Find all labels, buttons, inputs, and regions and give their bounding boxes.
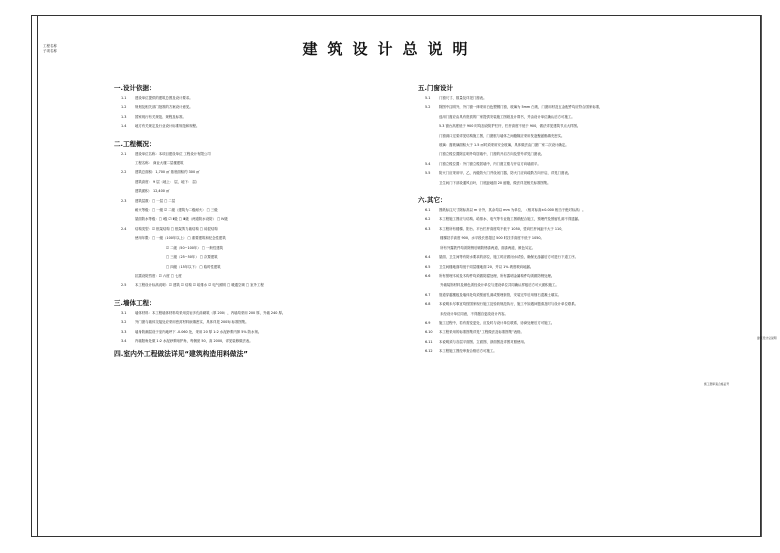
item-text: 建筑总面积：1,700 ㎡ 基底面积约 300 ㎡: [135, 170, 200, 175]
section-heading-2: 二.工程概况：: [114, 139, 156, 148]
list-item: [114, 234, 412, 243]
item-text: 本工程采用的标准图集详见“工程做法及标准图集”表格。: [439, 330, 524, 335]
item-text: 防火门应采用甲、乙、丙级防火门并设闭门器，防火门应向疏散方向开启，详见门窗表。: [439, 171, 572, 176]
item-text: 选用门窗应由具有资质的厂家提供安装施工图纸及计算书，并由设计单位确认后方可施工。: [439, 114, 575, 119]
list-item: [114, 253, 412, 262]
list-item: [114, 113, 412, 122]
list-item: [418, 300, 748, 309]
list-item: [418, 244, 748, 253]
section-heading-6: 六.其它：: [418, 196, 447, 205]
item-text: 外门窗与墙体交接处应采用密封材料嵌填密实，具体详见 2005J 标准图集。: [135, 320, 249, 325]
item-number: 6.11: [425, 339, 433, 344]
item-text: 本工程施工图经审查合格后方可施工。: [439, 349, 497, 354]
list-item: [114, 337, 412, 346]
item-number: 6.12: [425, 349, 433, 354]
list-item: [418, 206, 748, 215]
list-item: [418, 94, 748, 103]
item-text: 地方有关规定及行业设计标准规范和规程。: [135, 124, 200, 129]
list-item: [418, 291, 748, 300]
item-text: 未经设计单位同意，不得擅自更改设计内容。: [439, 311, 508, 316]
item-text: 建筑层数：□ 一层 □ 二层: [135, 198, 176, 203]
list-item: [114, 168, 412, 177]
list-item: [418, 113, 748, 122]
list-item: [418, 132, 748, 141]
item-number: 6.10: [425, 330, 433, 335]
item-text: 卫生间门下部设通风百叶，门底距地面 20 留缝，做法详见相关标准图集。: [439, 180, 551, 185]
project-label: 工程名称 子项名称: [43, 44, 57, 53]
list-item: [418, 234, 748, 243]
item-text: 除图中注明外，外门窗一律采用白色塑钢门窗，玻璃为 5mm 白玻，门窗用材及五金配件均应符合国家标准，: [439, 105, 603, 110]
item-number: 2.3: [121, 198, 127, 203]
item-text: 建设单位提供的建筑总图及设计要求。: [135, 96, 193, 100]
item-text: 楼梯扶手高度 900，水平段长度超过 500 时扶手高度不低于 1050。: [439, 236, 544, 241]
section-3-list: [114, 309, 412, 347]
list-item: [418, 253, 748, 262]
list-item: [418, 328, 748, 337]
left-column: [114, 80, 412, 360]
item-text: 规划及相关部门批准的方案设计意见。: [135, 105, 193, 110]
item-number: 5.2: [425, 105, 431, 110]
item-text: 本工程所有楼梯、阳台、平台栏杆高度均不低于 1050，竖向栏杆间距不大于 110，: [439, 226, 565, 231]
item-text: 使用年限：□ 一级（100年以上） □ 重要建筑和纪念性建筑: [135, 236, 226, 241]
item-text: 门窗尺寸、数量及详见门窗表。: [439, 96, 487, 100]
item-text: 卫生间楼地面均低于同层楼地面 20，并以 1% 坡度坡向地漏。: [439, 264, 534, 269]
section-2-list: [114, 150, 412, 291]
item-text: 玻璃：窗玻璃面积大于 1.5 ㎡时须采用安全玻璃，具体做法由门窗厂家二次设计确定。: [439, 143, 569, 148]
item-number: 6.7: [425, 292, 431, 297]
list-item: [114, 244, 412, 253]
item-text: 结构类型：☑ 框架结构 □ 框架剪力墙结构 □ 砖混结构: [135, 226, 218, 231]
item-number: 5.4: [425, 161, 431, 166]
item-text: 图纸标注尺寸除标高以 m 计外，其余均以 mm 为单位，（相对标高±0.000 相当于绝对标高）。: [439, 208, 586, 213]
list-item: [114, 225, 412, 234]
item-text: 内墙阳角处做 1:2 水泥砂浆暗护角，每侧宽 50，高 2000，详见装修做法表。: [135, 338, 253, 343]
item-text: 本说明须与各层平面图、立面图、剖面图及详图对照使用。: [439, 339, 528, 344]
item-text: □ 三级（25~50年） □ 次要建筑: [166, 255, 218, 260]
item-text: 门窗洞口过梁详见结构施工图，门窗框与墙体之间缝隙应采用发泡聚氨酯填充密实。: [439, 133, 565, 138]
list-item: [418, 319, 748, 328]
list-item: [114, 263, 412, 272]
item-text: 屋面防水等级：□ Ⅰ级 ☑ Ⅱ级 □ Ⅲ级（两道防水设防） □ Ⅳ级: [135, 217, 228, 222]
section-heading-4: 四.室内外工程做法详见“建筑构造用料做法”: [114, 350, 248, 359]
list-item: [418, 141, 748, 150]
list-item: [114, 197, 412, 206]
item-text: 施工过程中，若有需变更处，应及时与设计单位联系，协商处理后方可施工。: [439, 320, 555, 325]
list-item: [114, 309, 412, 318]
item-number: 6.2: [425, 217, 431, 222]
section-heading-3: 三.墙体工程：: [114, 298, 156, 307]
title-block: [761, 15, 772, 537]
item-text: □ 四级（15年以下） □ 临时性建筑: [166, 264, 221, 269]
list-item: [418, 150, 748, 159]
list-item: [418, 215, 748, 224]
item-text: 所有外露铁件均须除锈后刷防锈漆两道，面漆两道，颜色另定。: [439, 245, 536, 250]
item-number: 3.2: [121, 320, 127, 325]
page-title: 建筑设计总说明: [302, 40, 478, 58]
item-number: 2.1: [121, 151, 127, 156]
item-text: 所有预埋木砖及木构件均须做防腐处理，所有露明金属构件均须做防锈处理。: [439, 273, 555, 278]
section-heading-5: 五.门窗设计: [418, 84, 453, 92]
item-number: 6.3: [425, 226, 431, 231]
list-item: [418, 179, 748, 188]
list-item: [114, 103, 412, 112]
item-text: ☑ 二级（50~100年） □ 一般性建筑: [166, 245, 224, 250]
list-item: [418, 281, 748, 290]
list-item: [418, 310, 748, 319]
item-text: 门窗立樘位置：外门窗立樘居墙中，内门窗立樘与开启方向墙面平。: [439, 161, 541, 166]
item-text: 建筑面积： 12,400 ㎡: [135, 189, 170, 194]
item-number: 5.5: [425, 171, 431, 176]
section-1-list: [114, 94, 412, 132]
section-6-list: [418, 206, 748, 357]
list-item: [114, 206, 412, 215]
item-number: 6.1: [425, 208, 431, 213]
list-item: [418, 225, 748, 234]
item-text: 抗震设防烈度：☑ 六度 □ 七度: [135, 273, 182, 278]
binding-line: [37, 15, 38, 537]
item-number: 6.5: [425, 264, 431, 269]
list-item: [114, 94, 412, 103]
item-number: 1.1: [121, 96, 127, 100]
item-text: 外墙装饰材料及颜色须经设计单位与建设单位共同确认样板后方可大面积施工。: [439, 283, 559, 288]
item-text: 门窗立樘位置除注明外均居墙中，门窗的开启方向及型号详见门窗表。: [439, 152, 545, 157]
list-item: [114, 328, 412, 337]
item-number: 5.1: [425, 96, 431, 100]
list-item: [114, 281, 412, 290]
item-number: 2.4: [121, 226, 127, 231]
item-number: 6.4: [425, 255, 431, 260]
list-item: [418, 122, 748, 131]
item-number: 2.5: [121, 283, 127, 288]
side-note-title: 建筑设计总说明: [757, 336, 777, 340]
item-text: 建设单位名称：本项目建设单位 工程设计有限公司: [135, 151, 211, 156]
item-text: 5.3 窗台高度低于 900 时均加设防护栏杆，栏杆高度不低于 900，做法详见建筑节点大样图。: [439, 124, 581, 129]
list-item: [418, 263, 748, 272]
item-number: 6.9: [425, 320, 431, 325]
item-text: 屋面、卫生间等有防水要求的部位，施工时应做闭水试验，确保无渗漏后方可进行下道工序。: [439, 255, 579, 260]
list-item: [418, 272, 748, 281]
item-number: 2.2: [121, 170, 127, 175]
list-item: [418, 160, 748, 169]
item-text: 国家现行有关规范、规程及标准。: [135, 114, 186, 119]
item-number: 3.4: [121, 338, 127, 343]
item-number: 1.2: [121, 105, 127, 110]
section-heading-1: 一.设计依据：: [114, 84, 156, 92]
right-column: [418, 80, 748, 357]
list-item: [114, 187, 412, 196]
item-number: 3.1: [121, 310, 127, 315]
list-item: [418, 169, 748, 178]
item-text: 本工程施工图应与结构、给排水、电气等专业施工图纸配合施工，预埋件及预留孔洞不得遗漏。: [439, 217, 582, 222]
list-item: [114, 272, 412, 281]
side-note-approval: 施工图审查合格证号: [704, 382, 730, 386]
item-text: 墙体材料：本工程墙体材料均采用页岩多孔砖砌筑（厚 200），内墙均采用 200 厚，外墙 240 厚。: [135, 310, 286, 315]
list-item: [114, 178, 412, 187]
item-number: 1.4: [121, 124, 127, 129]
list-item: [418, 103, 748, 112]
item-text: 本工程设计标高说明：☑ 建筑 ☑ 结构 ☑ 给排水 ☑ 电气照明 □ 暖通空调 □ 室外工程: [135, 283, 264, 288]
list-item: [418, 338, 748, 347]
item-number: 6.8: [425, 302, 431, 307]
list-item: [114, 159, 412, 168]
item-number: 3.3: [121, 329, 127, 334]
list-item: [114, 318, 412, 327]
item-text: 工程名称： 商业大楼二层楼建筑: [135, 161, 184, 166]
item-text: 管道穿越楼板及墙体处均须预留孔洞或预埋套管，安装完毕后用细石混凝土填实。: [439, 292, 562, 297]
item-text: 耐火等级：□ 一级 ☑ 二级（建筑为二级耐火） □ 三级: [135, 208, 218, 213]
item-number: 6.6: [425, 273, 431, 278]
list-item: [418, 347, 748, 356]
section-5-list: [418, 94, 748, 188]
item-text: 本说明未尽事宜均按国家现行施工及验收规范执行，施工中如遇问题请及时与设计单位联系。: [439, 302, 579, 307]
item-text: 建筑高度： 9 层（地上： 层，地下： 层）: [135, 179, 200, 184]
item-number: 1.3: [121, 114, 127, 119]
list-item: [114, 150, 412, 159]
item-text: 墙身防潮层设于室内地坪下 -0.060 处，采用 20 厚 1:2 水泥砂浆内掺 5% 防水剂。: [135, 329, 262, 334]
list-item: [114, 122, 412, 131]
list-item: [114, 215, 412, 224]
